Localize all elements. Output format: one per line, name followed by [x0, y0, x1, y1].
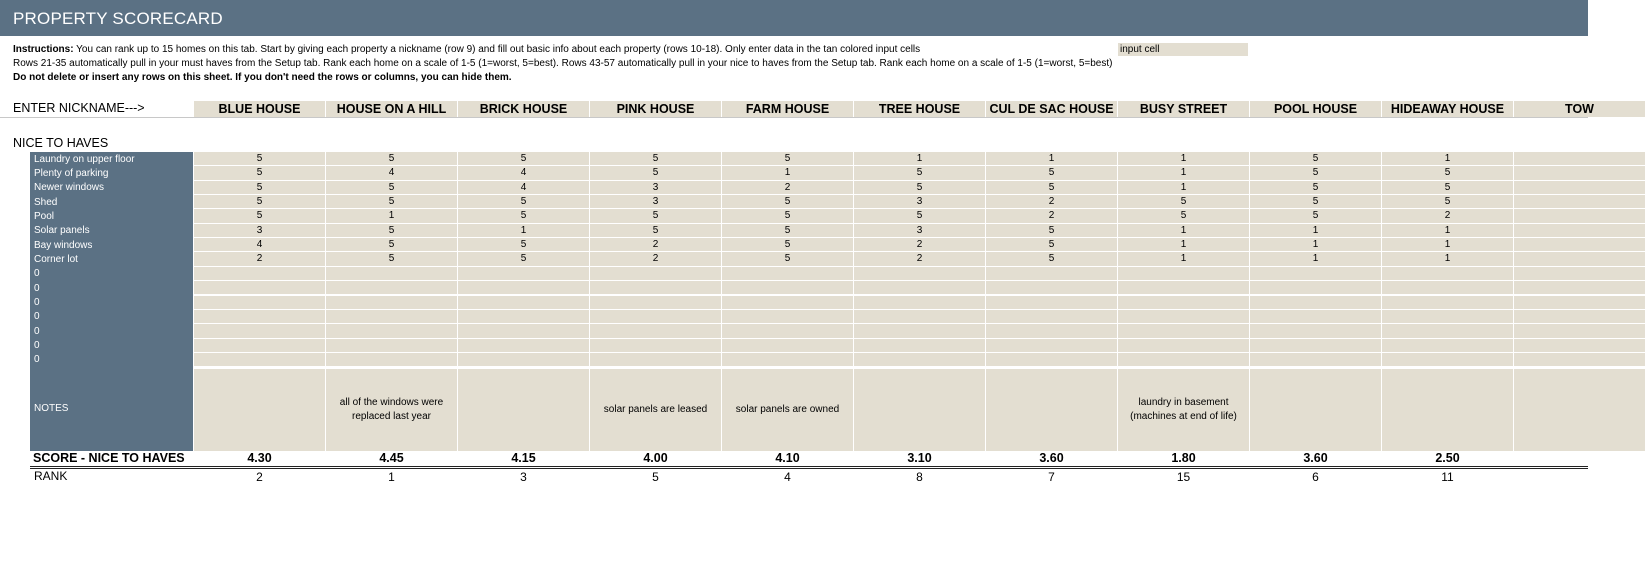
rating-input-cell[interactable] [194, 310, 325, 323]
notes-input-cell[interactable] [986, 369, 1117, 451]
rating-input-cell[interactable]: 5 [722, 238, 853, 251]
notes-input-cell[interactable] [1514, 369, 1645, 451]
property-nickname-cell[interactable]: HOUSE ON A HILL [326, 101, 457, 117]
rating-input-cell[interactable] [1382, 339, 1513, 352]
rating-input-cell[interactable] [1250, 281, 1381, 294]
rating-input-cell[interactable]: 5 [590, 152, 721, 165]
rating-input-cell[interactable]: 5 [1382, 195, 1513, 208]
rating-input-cell[interactable]: 1 [1118, 224, 1249, 237]
rating-input-cell[interactable]: 1 [458, 224, 589, 237]
rating-input-cell[interactable] [458, 267, 589, 280]
rating-input-cell[interactable] [326, 281, 457, 294]
score-value: 4.00 [643, 451, 668, 465]
rating-input-cell[interactable]: 2 [590, 238, 721, 251]
rating-input-cell[interactable]: 2 [722, 181, 853, 194]
rating-input-cell[interactable]: 5 [1250, 209, 1381, 222]
rank-value: 15 [1176, 470, 1191, 484]
row-label: Bay windows [34, 239, 93, 251]
rank-value: 4 [784, 470, 791, 484]
rating-input-cell[interactable] [986, 310, 1117, 323]
row-label: 0 [34, 354, 40, 366]
rating-input-cell[interactable] [458, 324, 589, 337]
rating-input-cell[interactable] [1514, 152, 1645, 165]
page-title: PROPERTY SCORECARD [13, 9, 223, 28]
notes-input-cell[interactable] [722, 369, 853, 451]
rating-input-cell[interactable] [1250, 339, 1381, 352]
score-value: 2.50 [1435, 451, 1460, 465]
rating-input-cell[interactable] [986, 339, 1117, 352]
rating-input-cell[interactable] [194, 324, 325, 337]
rating-input-cell[interactable]: 5 [1250, 166, 1381, 179]
rank-value: 6 [1312, 470, 1319, 484]
rating-input-cell[interactable] [722, 353, 853, 366]
rating-input-cell[interactable] [194, 267, 325, 280]
rating-input-cell[interactable] [1514, 281, 1645, 294]
rating-input-cell[interactable] [854, 353, 985, 366]
rating-input-cell[interactable]: 5 [1250, 152, 1381, 165]
rating-input-cell[interactable]: 5 [458, 252, 589, 265]
rating-input-cell[interactable]: 5 [458, 209, 589, 222]
rating-input-cell[interactable]: 5 [986, 224, 1117, 237]
rating-input-cell[interactable]: 5 [1118, 195, 1249, 208]
rating-input-cell[interactable] [590, 339, 721, 352]
rating-input-cell[interactable]: 5 [854, 209, 985, 222]
nickname-row-border [0, 117, 1588, 118]
rating-input-cell[interactable]: 5 [1382, 166, 1513, 179]
rating-input-cell[interactable] [1250, 324, 1381, 337]
rating-input-cell[interactable]: 4 [458, 166, 589, 179]
row-label: 0 [34, 282, 40, 294]
rating-input-cell[interactable]: 5 [854, 181, 985, 194]
rating-input-cell[interactable] [1514, 252, 1645, 265]
rating-input-cell[interactable] [986, 324, 1117, 337]
rating-input-cell[interactable]: 1 [1118, 152, 1249, 165]
rating-input-cell[interactable]: 1 [1382, 152, 1513, 165]
rating-input-cell[interactable] [1514, 195, 1645, 208]
notes-text: solar panels are owned [735, 404, 840, 415]
rating-input-cell[interactable] [1514, 238, 1645, 251]
rating-input-cell[interactable]: 5 [986, 238, 1117, 251]
rating-input-cell[interactable] [854, 339, 985, 352]
rating-input-cell[interactable] [1250, 310, 1381, 323]
rating-input-cell[interactable] [590, 281, 721, 294]
rating-input-cell[interactable]: 5 [1118, 209, 1249, 222]
rating-input-cell[interactable]: 5 [722, 224, 853, 237]
rating-input-cell[interactable] [590, 353, 721, 366]
notes-input-cell[interactable] [194, 369, 325, 451]
rating-input-cell[interactable] [194, 339, 325, 352]
rating-input-cell[interactable]: 5 [326, 252, 457, 265]
rating-input-cell[interactable] [1250, 353, 1381, 366]
notes-input-cell[interactable] [1118, 369, 1249, 451]
rating-input-cell[interactable]: 5 [722, 195, 853, 208]
rating-input-cell[interactable]: 1 [1250, 252, 1381, 265]
row-label: 0 [34, 311, 40, 323]
notes-input-cell[interactable] [1250, 369, 1381, 451]
rank-value: 8 [916, 470, 923, 484]
score-value: 3.60 [1303, 451, 1328, 465]
rating-input-cell[interactable] [1382, 281, 1513, 294]
row-label: 0 [34, 340, 40, 352]
rating-input-cell[interactable] [326, 339, 457, 352]
rating-input-cell[interactable] [458, 353, 589, 366]
rating-input-cell[interactable]: 1 [1118, 238, 1249, 251]
notes-input-cell[interactable] [1382, 369, 1513, 451]
rating-input-cell[interactable]: 1 [854, 152, 985, 165]
rating-input-cell[interactable]: 5 [986, 181, 1117, 194]
rating-input-cell[interactable] [326, 353, 457, 366]
rating-input-cell[interactable]: 2 [986, 209, 1117, 222]
rating-input-cell[interactable]: 1 [1382, 224, 1513, 237]
notes-input-cell[interactable] [854, 369, 985, 451]
rating-input-cell[interactable] [1118, 339, 1249, 352]
row-label: 0 [34, 297, 40, 308]
rating-input-cell[interactable]: 2 [854, 252, 985, 265]
rating-input-cell[interactable]: 5 [1250, 181, 1381, 194]
rating-input-cell[interactable] [1118, 310, 1249, 323]
rating-input-cell[interactable] [1514, 353, 1645, 366]
rating-input-cell[interactable]: 5 [194, 195, 325, 208]
row-label: Plenty of parking [34, 167, 109, 179]
rating-input-cell[interactable] [194, 353, 325, 366]
rating-input-cell[interactable] [458, 296, 589, 309]
rating-input-cell[interactable]: 2 [590, 252, 721, 265]
rating-input-cell[interactable] [1514, 324, 1645, 337]
rating-input-cell[interactable]: 2 [986, 195, 1117, 208]
rating-input-cell[interactable] [194, 296, 325, 309]
double-border-top [30, 466, 1588, 467]
rating-input-cell[interactable] [458, 310, 589, 323]
rating-input-cell[interactable] [326, 267, 457, 280]
rank-label: RANK [34, 469, 68, 483]
rating-input-cell[interactable] [590, 267, 721, 280]
rating-input-cell[interactable] [722, 267, 853, 280]
notes-input-cell[interactable] [590, 369, 721, 451]
rating-input-cell[interactable] [1514, 339, 1645, 352]
row-label: Shed [34, 196, 58, 208]
rating-input-cell[interactable]: 5 [722, 252, 853, 265]
score-value: 1.80 [1171, 451, 1196, 465]
rating-input-cell[interactable]: 4 [326, 166, 457, 179]
rating-input-cell[interactable]: 5 [194, 166, 325, 179]
rating-input-cell[interactable]: 5 [326, 195, 457, 208]
rating-input-cell[interactable] [1118, 324, 1249, 337]
rank-value: 2 [256, 470, 263, 484]
rating-input-cell[interactable]: 3 [590, 195, 721, 208]
rating-input-cell[interactable]: 1 [1382, 238, 1513, 251]
rating-input-cell[interactable] [986, 353, 1117, 366]
rating-input-cell[interactable]: 5 [326, 238, 457, 251]
property-nickname-cell[interactable]: PINK HOUSE [590, 101, 721, 117]
rating-input-cell[interactable] [722, 310, 853, 323]
rating-input-cell[interactable] [986, 281, 1117, 294]
rating-input-cell[interactable]: 5 [194, 152, 325, 165]
rank-value: 7 [1048, 470, 1055, 484]
rating-input-cell[interactable]: 3 [854, 195, 985, 208]
rating-input-cell[interactable]: 5 [986, 166, 1117, 179]
rating-input-cell[interactable]: 5 [590, 209, 721, 222]
rating-input-cell[interactable]: 5 [1382, 181, 1513, 194]
rating-input-cell[interactable] [1118, 281, 1249, 294]
instructions-bold: Instructions: [13, 44, 74, 55]
rating-input-cell[interactable]: 1 [1382, 252, 1513, 265]
score-value: 4.15 [511, 451, 536, 465]
rating-input-cell[interactable]: 5 [326, 152, 457, 165]
rank-value: 3 [520, 470, 527, 484]
notes-label: NOTES [34, 403, 69, 414]
instructions-line-3: Do not delete or insert any rows on this sheet. If you don't need the rows or columns, you can hide them. [13, 72, 512, 83]
rating-input-cell[interactable] [1118, 296, 1249, 309]
property-nickname-cell[interactable]: BUSY STREET [1118, 101, 1249, 117]
property-nickname-cell[interactable]: BLUE HOUSE [194, 101, 325, 117]
rating-input-cell[interactable]: 5 [458, 238, 589, 251]
rating-input-cell[interactable]: 5 [194, 209, 325, 222]
property-nickname-cell[interactable]: BRICK HOUSE [458, 101, 589, 117]
rating-input-cell[interactable] [1250, 296, 1381, 309]
rating-input-cell[interactable]: 1 [1118, 252, 1249, 265]
score-value: 4.10 [775, 451, 800, 465]
notes-input-cell[interactable] [458, 369, 589, 451]
rating-input-cell[interactable]: 5 [722, 209, 853, 222]
rating-input-cell[interactable] [722, 296, 853, 309]
rating-input-cell[interactable] [1514, 267, 1645, 280]
rating-input-cell[interactable]: 5 [986, 252, 1117, 265]
rating-input-cell[interactable] [1250, 267, 1381, 280]
rating-input-cell[interactable] [1382, 310, 1513, 323]
row-label: Newer windows [34, 182, 105, 194]
notes-text: all of the windows were replaced last year [339, 397, 444, 422]
notes-text: laundry in basement (machines at end of life) [1130, 397, 1237, 422]
rating-input-cell[interactable] [854, 324, 985, 337]
rating-input-cell[interactable]: 1 [1118, 181, 1249, 194]
rating-input-cell[interactable]: 5 [458, 195, 589, 208]
rating-input-cell[interactable]: 5 [1250, 195, 1381, 208]
rating-input-cell[interactable] [1514, 209, 1645, 222]
rating-input-cell[interactable]: 2 [854, 238, 985, 251]
row-label: Laundry on upper floor [34, 153, 135, 165]
rating-input-cell[interactable] [1118, 353, 1249, 366]
instructions-line-1 [13, 43, 920, 57]
rating-input-cell[interactable] [854, 281, 985, 294]
rating-input-cell[interactable] [194, 281, 325, 294]
rating-input-cell[interactable]: 4 [194, 238, 325, 251]
notes-text: solar panels are leased [603, 404, 708, 415]
property-nickname-cell[interactable]: FARM HOUSE [722, 101, 853, 117]
rating-input-cell[interactable] [326, 310, 457, 323]
rank-value: 11 [1441, 470, 1454, 484]
row-label: Solar panels [34, 225, 90, 237]
property-nickname-cell[interactable]: CUL DE SAC HOUSE [986, 101, 1117, 117]
rating-input-cell[interactable] [590, 310, 721, 323]
rating-input-cell[interactable] [1514, 224, 1645, 237]
input-cell-legend: input cell [1118, 43, 1248, 56]
property-nickname-cell[interactable]: TREE HOUSE [854, 101, 985, 117]
rating-input-cell[interactable] [326, 324, 457, 337]
rating-input-cell[interactable] [986, 296, 1117, 309]
double-border-bottom [30, 468, 1588, 469]
rating-input-cell[interactable]: 5 [326, 181, 457, 194]
nickname-label: ENTER NICKNAME---> [13, 101, 145, 115]
instructions-line-2: Rows 21-35 automatically pull in your must haves from the Setup tab. Rank each home on a scale of 1-5 (1=worst, 5=best). Rows 43-57 automatically pull in your nice to haves from the Setup tab. Rank each home on a scale of 1-5 (1=worst, 5=best) [13, 58, 1113, 69]
rating-input-cell[interactable]: 5 [590, 224, 721, 237]
rating-input-cell[interactable] [1118, 267, 1249, 280]
instructions-text: You can rank up to 15 homes on this tab. Start by giving each property a nickname (row 9) and fill out basic info about each property (rows 10-18). Only enter data in the tan colored input cells [73, 44, 921, 55]
rank-value: 5 [652, 470, 659, 484]
row-label: Pool [34, 210, 55, 222]
row-label: Corner lot [34, 253, 78, 265]
rating-input-cell[interactable] [1514, 310, 1645, 323]
rating-input-cell[interactable] [458, 281, 589, 294]
rating-input-cell[interactable]: 1 [1250, 224, 1381, 237]
rating-input-cell[interactable] [590, 296, 721, 309]
score-value: 4.45 [379, 451, 404, 465]
section-title: NICE TO HAVES [13, 136, 109, 150]
rating-input-cell[interactable]: 3 [590, 181, 721, 194]
rating-input-cell[interactable] [1514, 181, 1645, 194]
score-label: SCORE - NICE TO HAVES [33, 451, 185, 465]
rating-input-cell[interactable]: 1 [326, 209, 457, 222]
rating-input-cell[interactable] [1382, 267, 1513, 280]
rating-input-cell[interactable]: 5 [458, 152, 589, 165]
rating-input-cell[interactable] [986, 267, 1117, 280]
rating-input-cell[interactable] [326, 296, 457, 309]
rating-input-cell[interactable] [722, 281, 853, 294]
rating-input-cell[interactable]: 1 [722, 166, 853, 179]
rating-input-cell[interactable] [1382, 353, 1513, 366]
notes-input-cell[interactable] [326, 369, 457, 451]
score-value: 3.60 [1039, 451, 1064, 465]
rating-input-cell[interactable]: 5 [590, 166, 721, 179]
rank-value: 1 [388, 470, 395, 484]
rating-input-cell[interactable]: 1 [1250, 238, 1381, 251]
rating-input-cell[interactable] [1514, 296, 1645, 309]
property-nickname-cell[interactable]: POOL HOUSE [1250, 101, 1381, 117]
rating-input-cell[interactable]: 5 [326, 224, 457, 237]
rating-input-cell[interactable]: 1 [1118, 166, 1249, 179]
rating-input-cell[interactable] [722, 324, 853, 337]
rating-input-cell[interactable]: 3 [194, 224, 325, 237]
rating-input-cell[interactable] [854, 296, 985, 309]
rating-input-cell[interactable]: 2 [194, 252, 325, 265]
rating-input-cell[interactable]: 5 [194, 181, 325, 194]
rating-input-cell[interactable]: 2 [1382, 209, 1513, 222]
property-nickname-cell[interactable]: HIDEAWAY HOUSE [1382, 101, 1513, 117]
row-label: 0 [34, 268, 40, 280]
rating-input-cell[interactable]: 5 [854, 166, 985, 179]
property-nickname-cell[interactable]: TOW [1514, 101, 1645, 117]
rating-input-cell[interactable] [590, 324, 721, 337]
row-label: 0 [34, 325, 40, 337]
rating-input-cell[interactable]: 3 [854, 224, 985, 237]
score-value: 4.30 [247, 451, 272, 465]
rating-input-cell[interactable] [1382, 296, 1513, 309]
rating-input-cell[interactable] [722, 339, 853, 352]
score-value: 3.10 [907, 451, 932, 465]
rating-input-cell[interactable] [854, 267, 985, 280]
rating-input-cell[interactable]: 5 [722, 152, 853, 165]
rating-input-cell[interactable] [854, 310, 985, 323]
rating-input-cell[interactable]: 4 [458, 181, 589, 194]
rating-input-cell[interactable] [1514, 166, 1645, 179]
title-bar [0, 0, 1588, 36]
rating-input-cell[interactable]: 1 [986, 152, 1117, 165]
rating-input-cell[interactable] [1382, 324, 1513, 337]
rating-input-cell[interactable] [458, 339, 589, 352]
